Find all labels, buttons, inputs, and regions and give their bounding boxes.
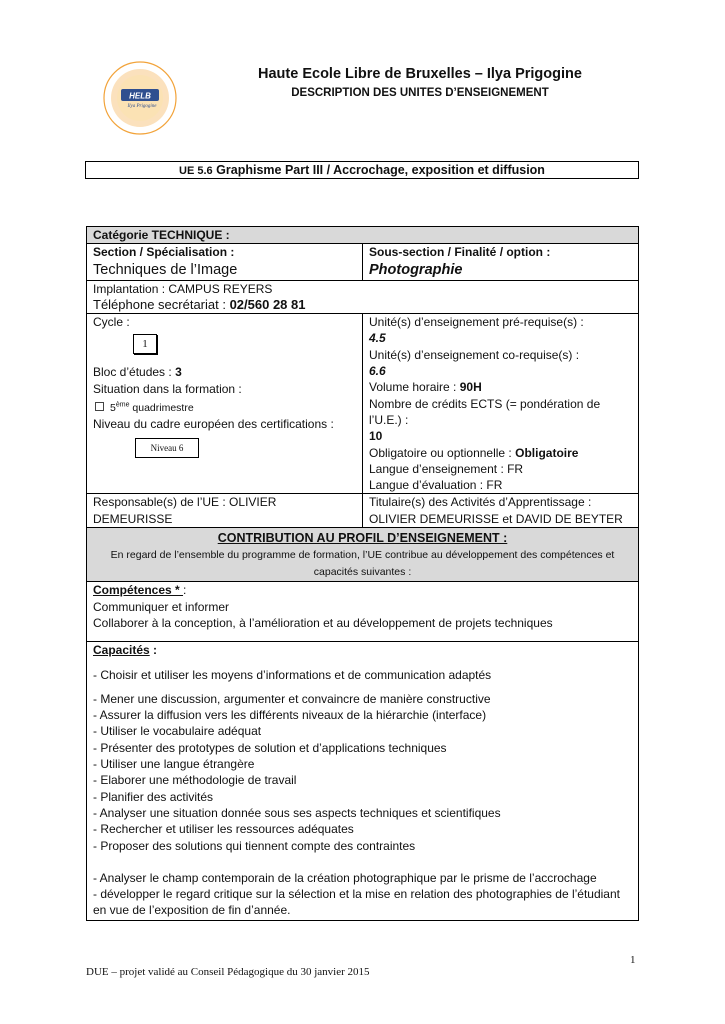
bloc-value: 3	[175, 365, 182, 380]
sous-section-value: Photographie	[369, 261, 463, 278]
document-title: DESCRIPTION DES UNITES D’ENSEIGNEMENT	[291, 87, 549, 99]
implantation-cell	[87, 280, 639, 314]
helb-logo	[102, 60, 178, 136]
section-value: Techniques de l’Image	[93, 261, 238, 278]
capacite-item: - Analyser une situation donnée sous ses aspects techniques et scientifiques	[93, 805, 501, 820]
cycle-value-box: 1	[133, 334, 157, 354]
ue-description-table	[86, 226, 639, 921]
svg-text:Ilya Prigogine: Ilya Prigogine	[127, 104, 157, 109]
sous-section-label: Sous-section / Finalité / option :	[369, 245, 551, 260]
cycle-cell	[87, 314, 363, 494]
school-name: Haute Ecole Libre de Bruxelles – Ilya Prigogine	[258, 66, 582, 82]
capacite-item: - Planifier des activités	[93, 789, 214, 804]
oblig-value: Obligatoire	[515, 445, 579, 460]
competences-label: Compétences *	[93, 583, 184, 598]
titulaire-cell	[363, 494, 639, 528]
capacite-item: - Rechercher et utiliser les ressources adéquates	[93, 822, 354, 837]
ue-title: Graphisme Part III / Accrochage, exposition et diffusion	[216, 163, 545, 177]
capacites-label: Capacités	[93, 643, 150, 658]
ue-title-box	[85, 161, 639, 179]
competence-item: Collaborer à la conception, à l’amélioration et au développement de projets techniques	[93, 615, 553, 630]
categorie-cell	[87, 227, 639, 244]
situation-label: Situation dans la formation :	[93, 381, 242, 396]
ue-code: UE 5.6	[179, 165, 213, 177]
capacite-item: - Présenter des prototypes de solution et d’applications techniques	[93, 740, 447, 755]
niveau-label: Niveau du cadre européen des certifications :	[93, 416, 334, 431]
oblig-label: Obligatoire ou optionnelle :	[369, 445, 516, 460]
coreq-label: Unité(s) d’enseignement co-requise(s) :	[369, 347, 580, 362]
competences-cell: Compétences * : Communiquer et informer Collaborer à la conception, à l’amélioration et au développement de projets techniques	[87, 582, 639, 642]
capacites-list	[93, 691, 632, 854]
langue-evaluation: Langue d’évaluation : FR	[369, 478, 503, 493]
credits-value: 10	[369, 429, 383, 444]
section-cell	[87, 244, 363, 280]
capacites-cell: Capacités : - Choisir et utiliser les moyens d’informations et de communication adaptés - Mener une discussion, argumenter et convaincre de manière constructive - Assurer la diffusion vers les différents niveaux de la hiérarchie (interface) - Utiliser le vocabulaire adéquat - Présenter des prototypes de solution et d’applications techniques - Utiliser une langue étrangère - Elaborer une méthodologie de travail - Planifier des activités - Analyser une situation donnée sous ses aspects techniques et scientifiques - Rechercher et utiliser les ressources adéquates - Proposer des solutions qui tiennent compte des contraintes - Analyser le champ contemporain de la création photographique par le prisme de l’accrochage - développer le regard critique sur la sélection et la mise en relation des photographies de l’étudiant en vue de l’exposition de fin d’année.	[87, 642, 639, 920]
capacite-item: - Analyser le champ contemporain de la création photographique par le prisme de l’accrochage	[93, 870, 597, 885]
prereq-value: 4.5	[369, 331, 386, 346]
section-label: Section / Spécialisation :	[93, 245, 235, 260]
capacite-item: - développer le regard critique sur la sélection et la mise en relation des photographies de l’étudiant en vue de l’exposition de fin d’année.	[93, 887, 620, 918]
footer-text: DUE – projet validé au Conseil Pédagogique du 30 janvier 2015	[86, 966, 370, 978]
bloc-label: Bloc d’études :	[93, 365, 176, 380]
sous-section-cell	[363, 244, 639, 280]
competence-item: Communiquer et informer	[93, 599, 230, 614]
coreq-value: 6.6	[369, 364, 386, 379]
capacite-item: - Proposer des solutions qui tiennent compte des contraintes	[93, 838, 416, 853]
capacite-item: - Elaborer une méthodologie de travail	[93, 773, 297, 788]
contribution-text: En regard de l’ensemble du programme de formation, l’UE contribue au développement des compétences et capacités suivantes :	[110, 549, 615, 579]
checkbox-icon	[95, 402, 104, 411]
categorie-label: Catégorie TECHNIQUE :	[93, 228, 230, 242]
titulaire-value: OLIVIER DEMEURISSE et DAVID DE BEYTER	[369, 511, 623, 526]
quadrimestre-row: 5ème quadrimestre	[93, 402, 194, 414]
responsable: Responsable(s) de l’UE : OLIVIER DEMEURISSE	[93, 495, 277, 526]
capacite-item: - Mener une discussion, argumenter et convaincre de manière constructive	[93, 691, 491, 706]
prereq-label: Unité(s) d’enseignement pré-requise(s) :	[369, 315, 584, 330]
tel-value: 02/560 28 81	[229, 296, 306, 312]
tel-label: Téléphone secrétariat :	[93, 296, 230, 312]
capacite-item: - Utiliser une langue étrangère	[93, 757, 255, 772]
contribution-cell	[87, 528, 639, 582]
implantation: Implantation : CAMPUS REYERS	[93, 281, 273, 296]
page-number: 1	[630, 954, 636, 966]
responsable-cell	[87, 494, 363, 528]
capacite-item: - Choisir et utiliser les moyens d’informations et de communication adaptés	[93, 667, 492, 682]
volume-label: Volume horaire :	[369, 380, 460, 395]
svg-text:HELB: HELB	[129, 91, 151, 101]
requisites-cell	[363, 314, 639, 494]
langue-enseignement: Langue d’enseignement : FR	[369, 461, 524, 476]
credits-label: Nombre de crédits ECTS (= pondération de l’U.E.) :	[369, 396, 601, 427]
contribution-title: CONTRIBUTION AU PROFIL D’ENSEIGNEMENT :	[217, 531, 508, 546]
capacite-item: - Assurer la diffusion vers les différents niveaux de la hiérarchie (interface)	[93, 708, 487, 723]
volume-value: 90H	[459, 380, 482, 395]
titulaire-label: Titulaire(s) des Activités d’Apprentissage :	[369, 495, 592, 510]
capacite-item: - Utiliser le vocabulaire adéquat	[93, 724, 262, 739]
niveau-value-box: Niveau 6	[135, 438, 199, 458]
cycle-label: Cycle :	[93, 315, 130, 330]
